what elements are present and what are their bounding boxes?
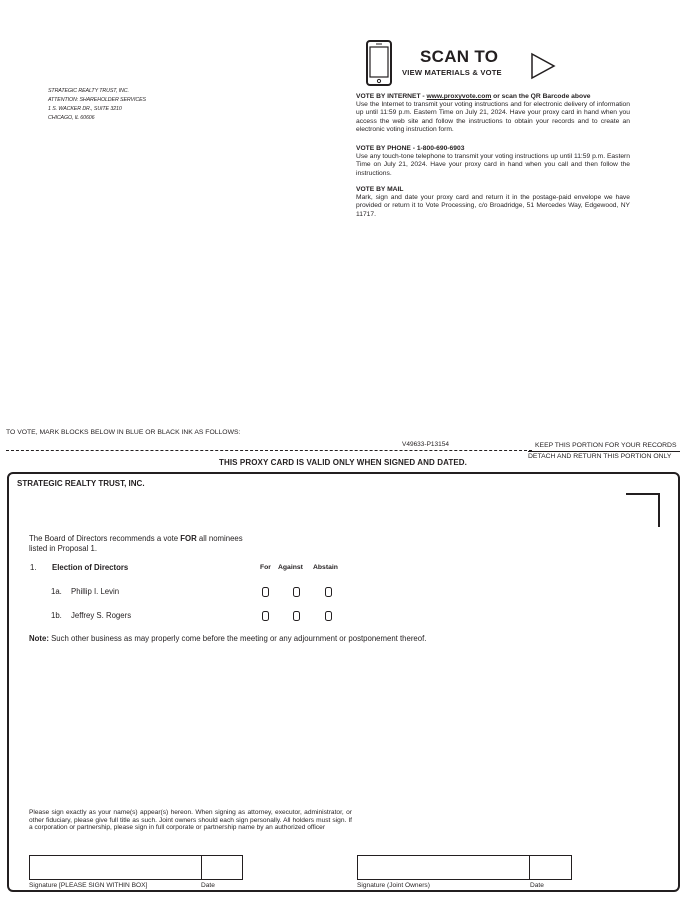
company-name: STRATEGIC REALTY TRUST, INC. — [17, 479, 145, 488]
vote-for-checkbox[interactable] — [262, 587, 269, 597]
joint-date-box[interactable] — [529, 855, 572, 880]
vote-internet-suffix: or scan the QR Barcode above — [491, 93, 591, 100]
vote-by-mail — [356, 186, 630, 219]
nominee-number: 1b. — [51, 611, 62, 620]
vote-mail-heading: VOTE BY MAIL — [356, 186, 404, 193]
proxy-card — [7, 472, 680, 892]
vote-internet-prefix: VOTE BY INTERNET - — [356, 93, 427, 100]
joint-signature-label: Signature (Joint Owners) — [357, 882, 430, 889]
vote-abstain-checkbox[interactable] — [325, 587, 332, 597]
keep-portion-label: KEEP THIS PORTION FOR YOUR RECORDS — [535, 442, 677, 449]
recommend-suffix: all nominees listed in Proposal 1. — [29, 534, 243, 553]
address-line: ATTENTION: SHAREHOLDER SERVICES — [48, 97, 146, 103]
corner-registration-mark — [626, 493, 660, 527]
nominee-name: Jeffrey S. Rogers — [71, 611, 132, 620]
vote-internet-text: Use the Internet to transmit your voting instructions and for electronic delivery of information up until 11:59 p.m. Eastern Time on July 21, 2024. Have your proxy card in hand when you access the web site and follow the instructions to obtain your records and to create an electronic voting instruction form. — [356, 101, 630, 133]
joint-signature-box[interactable] — [357, 855, 530, 880]
sender-address — [48, 87, 146, 123]
note — [29, 634, 426, 643]
detach-portion-label: DETACH AND RETURN THIS PORTION ONLY — [528, 453, 672, 460]
column-for: For — [260, 564, 271, 571]
column-abstain: Abstain — [313, 564, 338, 571]
signing-instructions: Please sign exactly as your name(s) appear(s) hereon. When signing as attorney, executor, administrator, or other fiduciary, please give full title as such. Joint owners should each sign personally. All holders must sign. If a corporation or partnership, please sign in full corporate or partnership name by an authorized officer — [29, 809, 352, 832]
vote-by-phone — [356, 145, 630, 178]
vote-for-checkbox[interactable] — [262, 611, 269, 621]
vote-abstain-checkbox[interactable] — [325, 611, 332, 621]
address-line: 1 S. WACKER DR., SUITE 3210 — [48, 106, 122, 112]
column-against: Against — [278, 564, 303, 571]
vote-against-checkbox[interactable] — [293, 611, 300, 621]
date-label: Date — [201, 882, 215, 889]
vote-phone-text: Use any touch-tone telephone to transmit your voting instructions up until 11:59 p.m. Eastern Time on July 21, 2024. Have your proxy card in hand when you call and then follow the instructions. — [356, 153, 630, 177]
smartphone-icon — [366, 40, 392, 86]
vote-mail-text: Mark, sign and date your proxy card and return it in the postage-paid envelope we have provided or return it to Vote Processing, c/o Broadridge, 51 Mercedes Way, Edgewood, NY 11717. — [356, 194, 630, 218]
address-line: CHICAGO, IL 60606 — [48, 115, 95, 121]
nominee-name: Phillip I. Levin — [71, 587, 120, 596]
proxyvote-link[interactable]: www.proxyvote.com — [426, 93, 492, 100]
scan-subtitle: VIEW MATERIALS & VOTE — [402, 68, 502, 77]
voting-instructions: TO VOTE, MARK BLOCKS BELOW IN BLUE OR BLACK INK AS FOLLOWS: — [6, 429, 241, 436]
date-box[interactable] — [201, 855, 243, 880]
scan-title: SCAN TO — [420, 47, 499, 66]
recommend-for: FOR — [180, 534, 197, 543]
valid-notice: THIS PROXY CARD IS VALID ONLY WHEN SIGNED AND DATED. — [218, 458, 468, 467]
joint-date-label: Date — [530, 882, 544, 889]
proposal-title: Election of Directors — [52, 563, 129, 572]
signature-label: Signature [PLEASE SIGN WITHIN BOX] — [29, 882, 148, 889]
note-label: Note: — [29, 634, 49, 643]
vote-internet-heading — [356, 93, 630, 101]
signature-box[interactable] — [29, 855, 202, 880]
nominee-number: 1a. — [51, 587, 62, 596]
recommend-prefix: The Board of Directors recommends a vote — [29, 534, 181, 543]
proposal-number: 1. — [30, 563, 37, 572]
control-code: V49633-P13154 — [402, 441, 449, 448]
keep-underline — [528, 451, 680, 452]
board-recommendation — [29, 534, 251, 554]
vote-against-checkbox[interactable] — [293, 587, 300, 597]
vote-by-internet — [356, 93, 630, 134]
note-text: Such other business as may properly come before the meeting or any adjournment or postponement thereof. — [48, 634, 427, 643]
vote-phone-heading: VOTE BY PHONE - 1-800-690-6903 — [356, 145, 465, 152]
play-arrow-icon — [530, 52, 556, 80]
address-line: STRATEGIC REALTY TRUST, INC. — [48, 88, 129, 94]
detach-line — [6, 450, 532, 451]
